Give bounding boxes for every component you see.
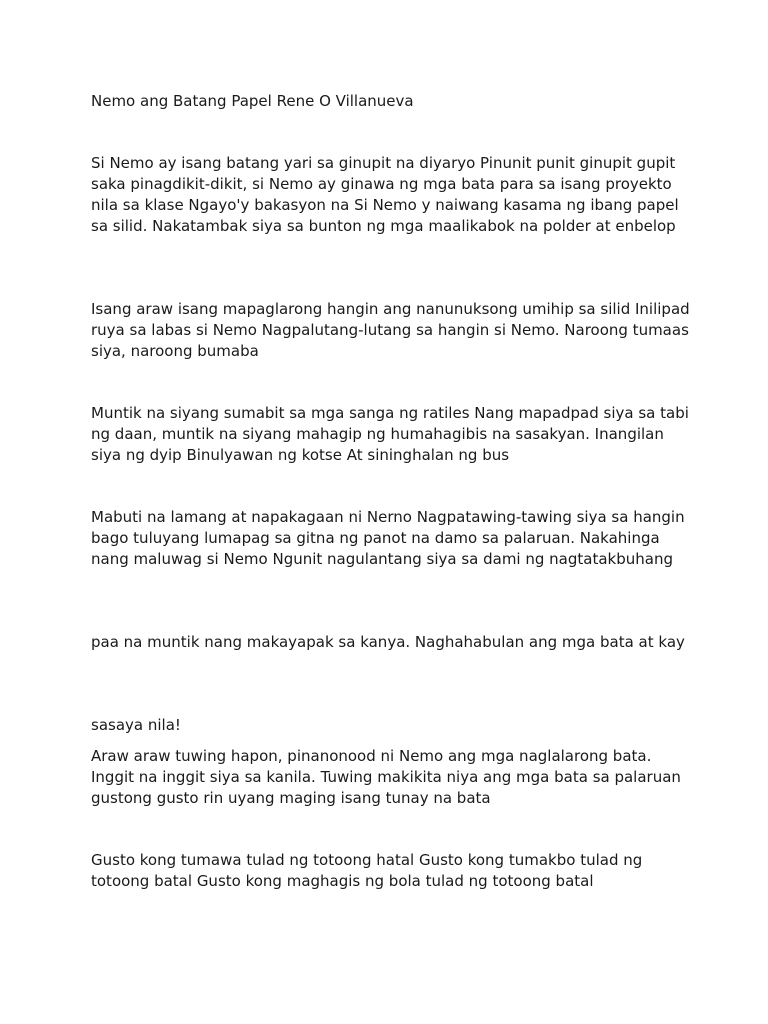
paragraph: sasaya nila!: [91, 716, 181, 734]
paragraph: Gusto kong tumawa tulad ng totoong hatal Gusto kong tumakbo tulad ng totoong batal Gusto kong maghagis ng bola tulad ng totoong batal: [91, 851, 643, 890]
paragraph: Si Nemo ay isang batang yari sa ginupit na diyaryo Pinunit punit ginupit gupit saka pinagdikit-dikit, si Nemo ay ginawa ng mga bata para sa isang proyekto nila sa klase Ngayo'y bakasyon na Si Nemo y naiwang kasama ng ibang papel sa silid. Nakatambak siya sa bunton ng mga maalikabok na polder at enbelop: [91, 154, 679, 235]
document-title: Nemo ang Batang Papel Rene O Villanueva: [91, 92, 414, 110]
paragraph: Mabuti na lamang at napakagaan ni Nerno Nagpatawing-tawing siya sa hangin bago tuluyang lumapag sa gitna ng panot na damo sa palaruan. Nakahinga nang maluwag si Nemo Ngunit nagulantang siya sa dami ng nagtatakbuhang: [91, 508, 685, 568]
paragraph: Isang araw isang mapaglarong hangin ang nanunuksong umihip sa silid Inilipad ruya sa labas si Nemo Nagpalutang-lutang sa hangin si Nemo. Naroong tumaas siya, naroong bumaba: [91, 300, 690, 360]
paragraph: Muntik na siyang sumabit sa mga sanga ng ratiles Nang mapadpad siya sa tabi ng daan, muntik na siyang mahagip ng humahagibis na sasakyan. Inangilan siya ng dyip Binulyawan ng kotse At sininghalan ng bus: [91, 404, 689, 464]
paragraph: paa na muntik nang makayapak sa kanya. Naghahabulan ang mga bata at kay: [91, 633, 685, 651]
paragraph: Araw araw tuwing hapon, pinanonood ni Nemo ang mga naglalarong bata. Inggit na inggit siya sa kanila. Tuwing makikita niya ang mga bata sa palaruan gustong gusto rin uyang maging isang tunay na bata: [91, 747, 681, 807]
